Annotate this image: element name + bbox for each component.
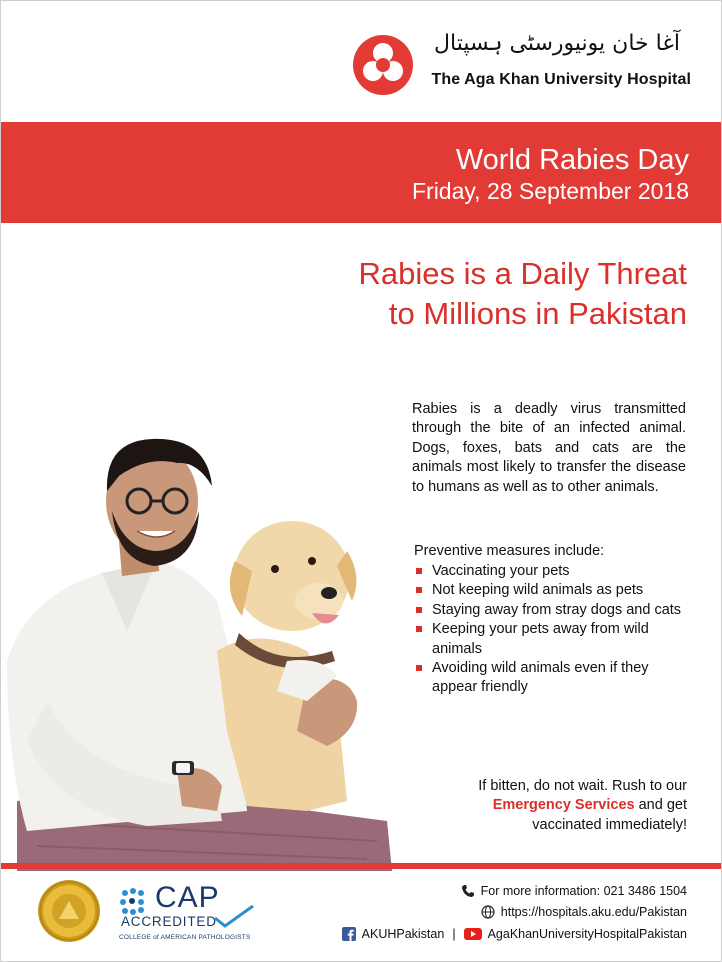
list-item-text: Vaccinating your pets: [432, 563, 570, 579]
youtube-link[interactable]: AgaKhanUniversityHospitalPakistan: [487, 927, 687, 941]
logo-hospital-name: The Aga Khan University Hospital: [431, 71, 691, 88]
list-item: [414, 620, 688, 659]
list-item: [414, 581, 688, 600]
event-date: Friday, 28 September 2018: [411, 178, 689, 204]
hospital-logo: [351, 29, 691, 99]
cap-logo-icon: [119, 887, 151, 917]
contact-website: [481, 905, 687, 919]
contact-phone: [461, 884, 687, 898]
bullet-icon: [416, 626, 422, 632]
bitten-text-before: If bitten, do not wait. Rush to our: [478, 778, 687, 794]
checkmark-icon: [213, 904, 255, 928]
contact-social: [342, 927, 687, 941]
globe-icon: [481, 905, 495, 919]
bullet-icon: [416, 587, 422, 593]
list-item-text: Avoiding wild animals even if they appear friendly: [432, 660, 649, 696]
cap-college: COLLEGE of AMERICAN PATHOLOGISTS: [119, 934, 251, 941]
headline: [267, 254, 687, 334]
footer-divider: [1, 863, 722, 869]
preventive-title: Preventive measures include:: [414, 543, 605, 559]
website-link[interactable]: https://hospitals.aku.edu/Pakistan: [500, 905, 687, 919]
list-item: [414, 601, 688, 620]
man-with-dog-photo: [7, 401, 397, 871]
facebook-icon: [342, 927, 356, 941]
phone-icon: [461, 884, 475, 898]
event-band: [1, 122, 722, 223]
headline-line-2: to Millions in Pakistan: [388, 296, 687, 331]
jci-seal-icon: [37, 879, 101, 943]
bitten-text-after: and get vaccinated immediately!: [532, 797, 687, 833]
logo-urdu-name: آغا خان یونیورسٹی ہسپتال: [434, 31, 680, 56]
headline-line-1: Rabies is a Daily Threat: [358, 256, 687, 291]
list-item-text: Staying away from stray dogs and cats: [432, 601, 682, 618]
aku-logo-icon: [351, 33, 415, 97]
cap-accredited: ACCREDITED: [121, 914, 217, 929]
cap-title: CAP: [155, 881, 220, 914]
list-item: [414, 659, 688, 698]
bullet-icon: [416, 568, 422, 574]
preventive-list: [414, 562, 688, 698]
bullet-icon: [416, 665, 422, 671]
intro-paragraph: Rabies is a deadly virus transmitted through the bite of an infected animal. Dogs, foxes, bats and cats are the animals most likely to transfer the disease to humans as well as to other animals.: [412, 401, 686, 495]
social-separator: |: [452, 927, 456, 941]
bullet-icon: [416, 607, 422, 613]
list-item-text: Keeping your pets away from wild animals: [432, 621, 649, 657]
phone-text: For more information: 021 3486 1504: [480, 884, 687, 898]
emergency-services-text: Emergency Services: [492, 797, 635, 814]
youtube-icon: [464, 927, 482, 941]
list-item: [414, 562, 688, 581]
bitten-callout: [427, 777, 687, 835]
event-title: World Rabies Day: [455, 144, 689, 176]
facebook-link[interactable]: AKUHPakistan: [361, 927, 445, 941]
list-item-text: Not keeping wild animals as pets: [432, 582, 644, 599]
